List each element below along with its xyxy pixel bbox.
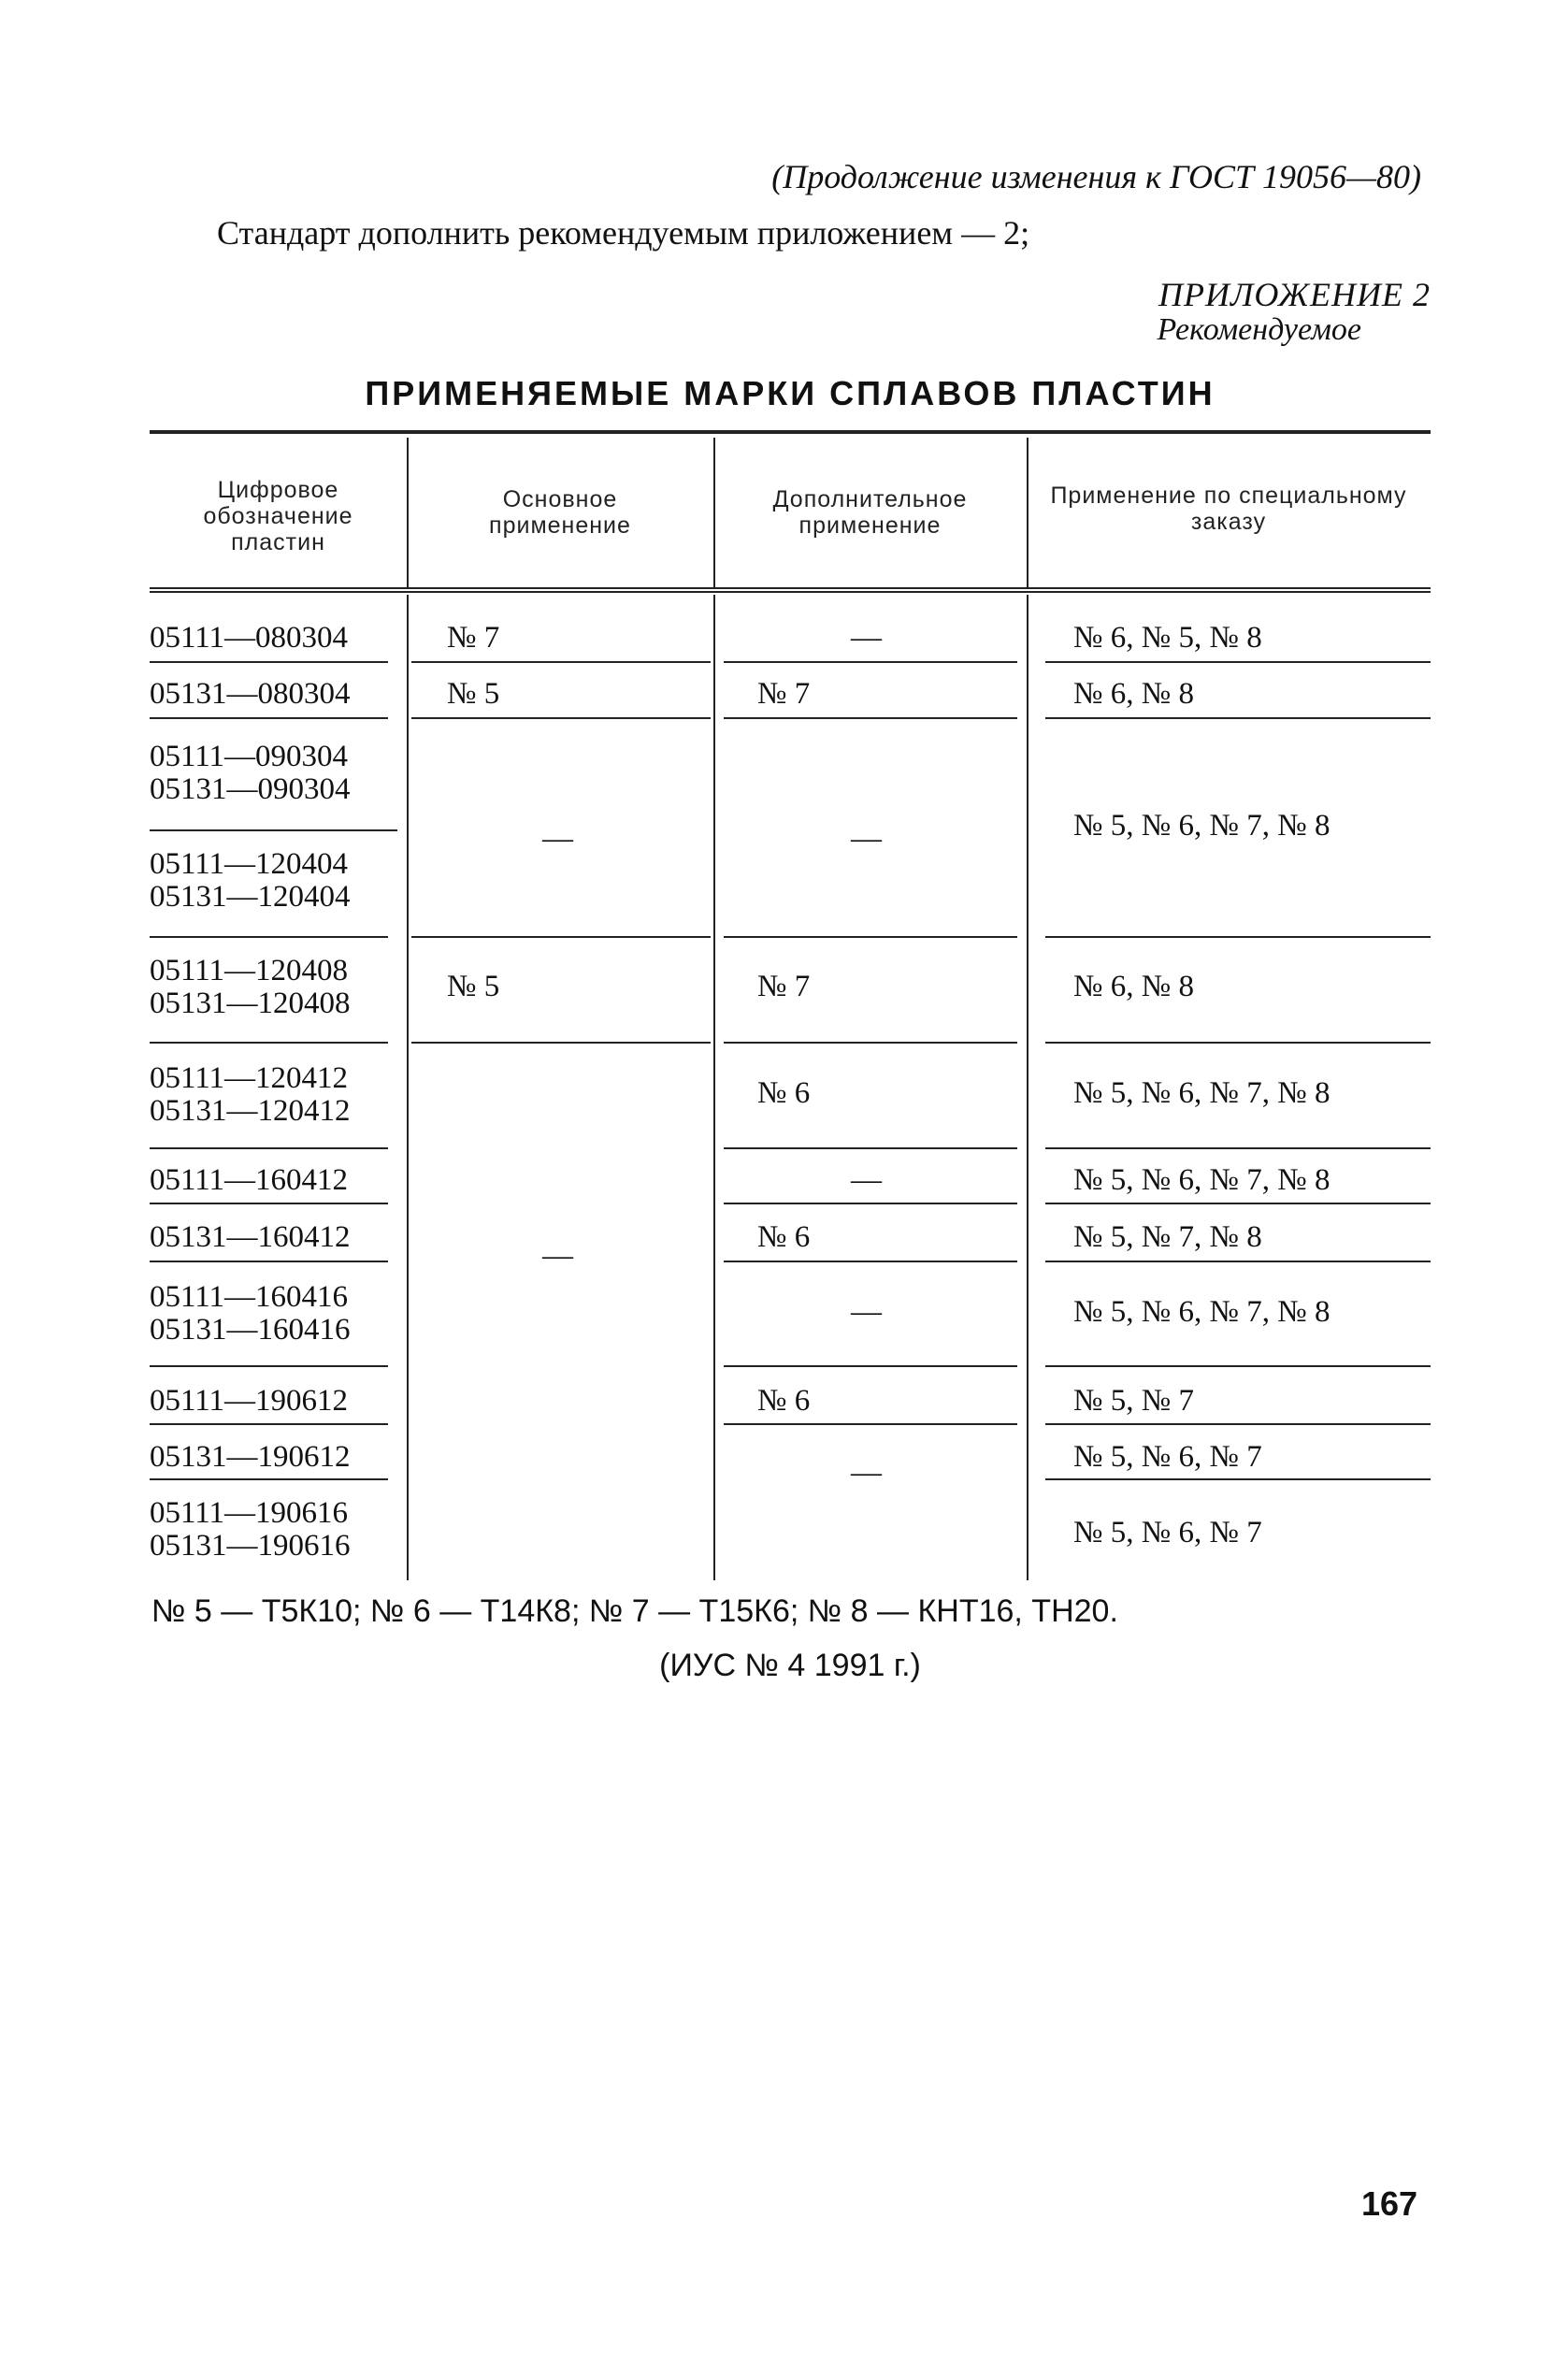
row-rule — [1045, 1478, 1431, 1480]
grade-legend: № 5 — Т5К10; № 6 — Т14К8; № 7 — Т15К6; № 8 — КНТ16, ТН20. — [151, 1593, 1118, 1629]
cell-code: 05111—080304 — [150, 621, 349, 655]
cell-extra: № 6 — [757, 1384, 811, 1418]
header-main: Основное применение — [489, 486, 631, 539]
row-rule — [150, 1478, 388, 1480]
row-rule — [150, 1147, 388, 1149]
cell-main: — — [542, 822, 573, 856]
cell-extra: № 6 — [757, 1220, 811, 1254]
cell-extra: — — [851, 1163, 882, 1197]
header-bottom-rule — [150, 587, 1431, 589]
cell-code: 05111—160416 05131—160416 — [150, 1280, 351, 1347]
row-rule — [724, 661, 1017, 663]
cell-special: № 5, № 6, № 7, № 8 — [1073, 809, 1331, 843]
page-number: 167 — [1361, 2184, 1418, 2223]
row-rule — [1045, 1203, 1431, 1204]
row-rule — [724, 1203, 1017, 1204]
cell-extra: № 6 — [757, 1076, 811, 1110]
column-divider-3 — [1027, 595, 1029, 1580]
header-extra: Дополнительное применение — [772, 486, 968, 539]
row-rule — [150, 829, 397, 831]
row-rule — [1045, 1261, 1431, 1262]
cell-special: № 5, № 6, № 7, № 8 — [1073, 1163, 1331, 1197]
row-rule — [724, 1365, 1017, 1367]
cell-code: 05111—120404 05131—120404 — [150, 847, 351, 914]
cell-extra: — — [851, 621, 882, 655]
cell-code: 05131—160412 — [150, 1220, 351, 1254]
cell-main: № 7 — [447, 621, 500, 655]
row-rule — [724, 1147, 1017, 1149]
row-rule — [411, 1042, 711, 1044]
row-rule — [150, 661, 388, 663]
alloy-grades-table — [150, 430, 1431, 1580]
cell-code: 05131—190612 — [150, 1440, 351, 1474]
cell-special: № 6, № 8 — [1073, 677, 1194, 711]
row-rule — [411, 936, 711, 938]
row-rule — [150, 1203, 388, 1204]
cell-extra: — — [851, 1295, 882, 1329]
row-rule — [724, 1042, 1017, 1044]
appendix-title: ПРИЛОЖЕНИЕ 2 — [1158, 276, 1431, 313]
row-rule — [1045, 936, 1431, 938]
column-divider-2 — [713, 595, 715, 1580]
cell-special: № 5, № 7 — [1073, 1384, 1194, 1418]
row-rule — [1045, 1423, 1431, 1425]
column-divider-1 — [407, 595, 409, 1580]
row-rule — [724, 1423, 1017, 1425]
cell-main: — — [542, 1239, 573, 1273]
table-top-rule — [150, 430, 1431, 434]
intro-text: Стандарт дополнить рекомендуемым приложением — 2; — [217, 214, 1030, 252]
cell-extra: — — [851, 822, 882, 856]
cell-extra: № 7 — [757, 970, 811, 1003]
row-rule — [724, 1261, 1017, 1262]
row-rule — [1045, 661, 1431, 663]
cell-extra: № 7 — [757, 677, 811, 711]
cell-special: № 6, № 5, № 8 — [1073, 621, 1262, 655]
cell-special: № 5, № 6, № 7 — [1073, 1516, 1262, 1549]
appendix-subtitle: Рекомендуемое — [1157, 312, 1361, 347]
continuation-note: (Продолжение изменения к ГОСТ 19056—80) — [771, 158, 1421, 195]
row-rule — [724, 936, 1017, 938]
cell-special: № 5, № 7, № 8 — [1073, 1220, 1262, 1254]
cell-code: 05111—190612 — [150, 1384, 349, 1418]
row-rule — [1045, 717, 1431, 719]
cell-extra: — — [851, 1456, 882, 1490]
cell-main: № 5 — [447, 677, 500, 711]
row-rule — [150, 1042, 388, 1044]
cell-code: 05111—120412 05131—120412 — [150, 1061, 351, 1128]
row-rule — [150, 1423, 388, 1425]
cell-main: № 5 — [447, 970, 500, 1003]
header-special: Применение по специальному заказу — [1050, 483, 1407, 535]
header-code: Цифровое обозначение пластин — [203, 477, 353, 555]
row-rule — [1045, 1365, 1431, 1367]
cell-special: № 5, № 6, № 7 — [1073, 1440, 1262, 1474]
table-title: ПРИМЕНЯЕМЫЕ МАРКИ СПЛАВОВ ПЛАСТИН — [365, 374, 1216, 412]
cell-code: 05111—160412 — [150, 1163, 349, 1197]
cell-code: 05111—120408 05131—120408 — [150, 954, 351, 1020]
row-rule — [150, 936, 388, 938]
row-rule — [1045, 1042, 1431, 1044]
row-rule — [411, 717, 711, 719]
source-note: (ИУС № 4 1991 г.) — [659, 1648, 921, 1683]
row-rule — [724, 717, 1017, 719]
cell-special: № 5, № 6, № 7, № 8 — [1073, 1295, 1331, 1329]
cell-code: 05111—190616 05131—190616 — [150, 1496, 351, 1563]
row-rule — [150, 1261, 388, 1262]
cell-special: № 5, № 6, № 7, № 8 — [1073, 1076, 1331, 1110]
cell-special: № 6, № 8 — [1073, 970, 1194, 1003]
cell-code: 05131—080304 — [150, 677, 351, 711]
row-rule — [150, 717, 388, 719]
header-bottom-rule-2 — [150, 591, 1431, 593]
row-rule — [1045, 1147, 1431, 1149]
row-rule — [411, 661, 711, 663]
row-rule — [150, 1365, 388, 1367]
cell-code: 05111—090304 05131—090304 — [150, 740, 351, 806]
